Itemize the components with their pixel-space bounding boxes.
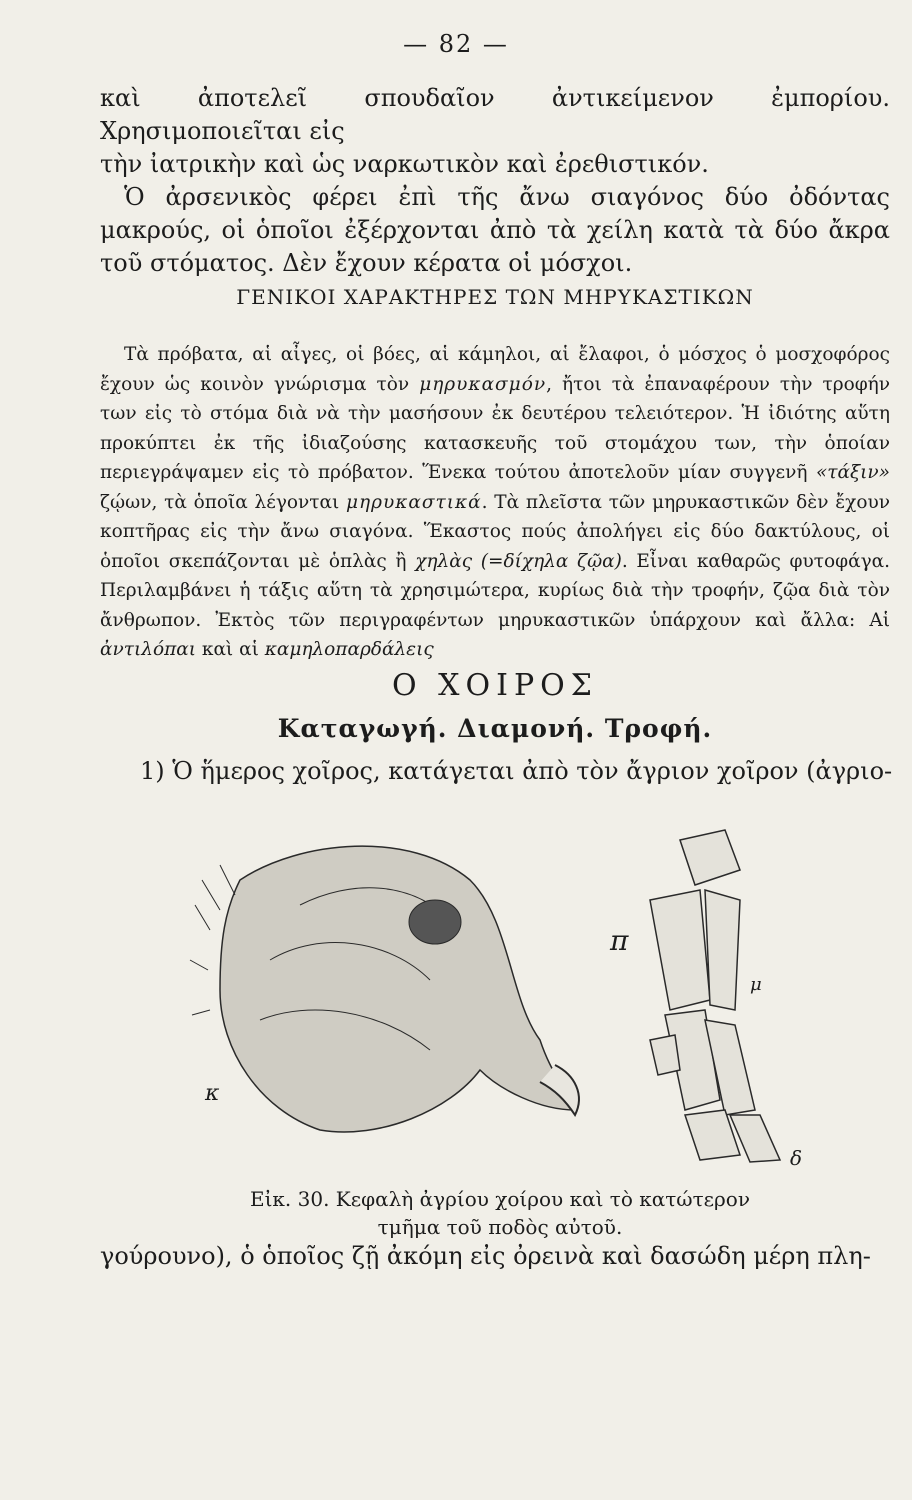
figure-label-pi: π [610,924,629,957]
term-order: «τάξιν» [815,462,890,483]
text-segment: Τὰ πρόβατα, αἱ αἶγες, οἱ βόες, αἱ κάμηλοι, αἱ ἔλαφοι, ὁ μόσχος ὁ μοσχοφόρος ἔχουν ὡς κοινὸν γνώρισμα τὸν [100,344,890,395]
text-segment: . Τὰ πλεῖστα τῶν μηρυκαστικῶν δὲν ἔχουν κοπτῆρας εἰς τὴν ἄνω σιαγόνα. Ἕκαστος πούς ἀπολήγει εἰς δύο δακτύλους, οἱ ὁποῖοι σκεπάζονται μὲ ὁπλὰς ἢ [100,491,890,572]
term-rumination: μηρυκασμόν [419,373,547,395]
intro-line-1: καὶ ἀποτελεῖ σπουδαῖον ἀντικείμενον ἐμπορίου. Χρησιμοποιεῖται εἰς [100,84,890,145]
caption-line-1: Εἰκ. 30. Κεφαλὴ ἀγρίου χοίρου καὶ τὸ κατώτερον [249,1187,750,1211]
boar-illustration [180,810,880,1180]
term-antelopes: ἀντιλόπαι [100,639,196,660]
figure-label-mu: μ [750,974,762,995]
term-giraffes: καμηλοπαρδάλεις [264,639,434,660]
boar-figure [180,810,880,1180]
page-number: — 82 — [403,30,509,58]
text-segment: καὶ αἱ [196,639,265,660]
figure-caption [200,1185,800,1241]
figure-label-kappa: κ [205,1081,220,1106]
text-segment: ζῴων, τὰ ὁποῖα λέγονται [100,491,347,513]
term-ruminants: μηρυκαστικά [346,491,482,513]
intro-line-2: τὴν ἰατρικὴν καὶ ὡς ναρκωτικὸν καὶ ἐρεθιστικόν. [100,150,709,178]
text-segment: . Εἶναι καθαρῶς φυτοφάγα. Περιλαμβάνει ἡ τάξις αὕτη τὰ χρησιμώτερα, κυρίως διὰ τὴν τροφήν, ζῷα διὰ τὸν ἄνθρωπον. Ἐκτὸς τῶν περιγραφέντων μηρυκαστικῶν ὑπάρχουν καὶ ἄλλα: Αἱ [100,550,890,631]
section-subtitle: Καταγωγή. Διαμονή. Τροφή. [277,714,713,743]
numbered-paragraph: 1) Ὁ ἥμερος χοῖρος, κατάγεται ἀπὸ τὸν ἄγριον χοῖρον (ἀγριο- [140,757,893,785]
term-hooves: χηλὰς (=δίχηλα ζῷα) [415,550,622,572]
foot-skeleton-drawing [650,830,780,1162]
caption-line-2: τμῆμα τοῦ ποδὸς αὐτοῦ. [377,1215,623,1239]
text-segment: , ἤτοι τὰ ἐπαναφέρουν τὴν τροφήν των εἰς τὸ στόμα διὰ νὰ τὴν μασήσουν ἐκ δευτέρου τελειότερον. Ἡ ἰδιότης αὕτη προκύπτει ἐκ τῆς ἰδιαζούσης κατασκευῆς τοῦ στομάχου των, τὴν ὁποίαν περιεγράψαμεν εἰς τὸ πρόβατον. Ἕνεκα τούτου ἀποτελοῦν μίαν συγγενῆ [100,373,890,483]
general-characteristics-paragraph [100,340,890,665]
figure-label-delta: δ [790,1146,803,1170]
general-characteristics-heading: ΓΕΝΙΚΟΙ ΧΑΡΑΚΤΗΡΕΣ ΤΩΝ ΜΗΡΥΚΑΣΤΙΚΩΝ [236,285,754,309]
section-title: Ο ΧΟΙΡΟΣ [392,668,598,703]
boar-head-drawing [190,846,579,1132]
continuation-text: γούρουνο), ὁ ὁποῖος ζῇ ἀκόμη εἰς ὀρεινὰ καὶ δασώδη μέρη πλη- [100,1242,871,1270]
intro-text [100,82,890,280]
intro-paragraph-2: Ὁ ἀρσενικὸς φέρει ἐπὶ τῆς ἄνω σιαγόνος δύο ὀδόντας μακρούς, οἱ ὁποῖοι ἐξέρχονται ἀπὸ τὰ χείλη κατὰ τὰ δύο ἄκρα τοῦ στόματος. Δὲν ἔχουν κέρατα οἱ μόσχοι. [100,183,890,277]
